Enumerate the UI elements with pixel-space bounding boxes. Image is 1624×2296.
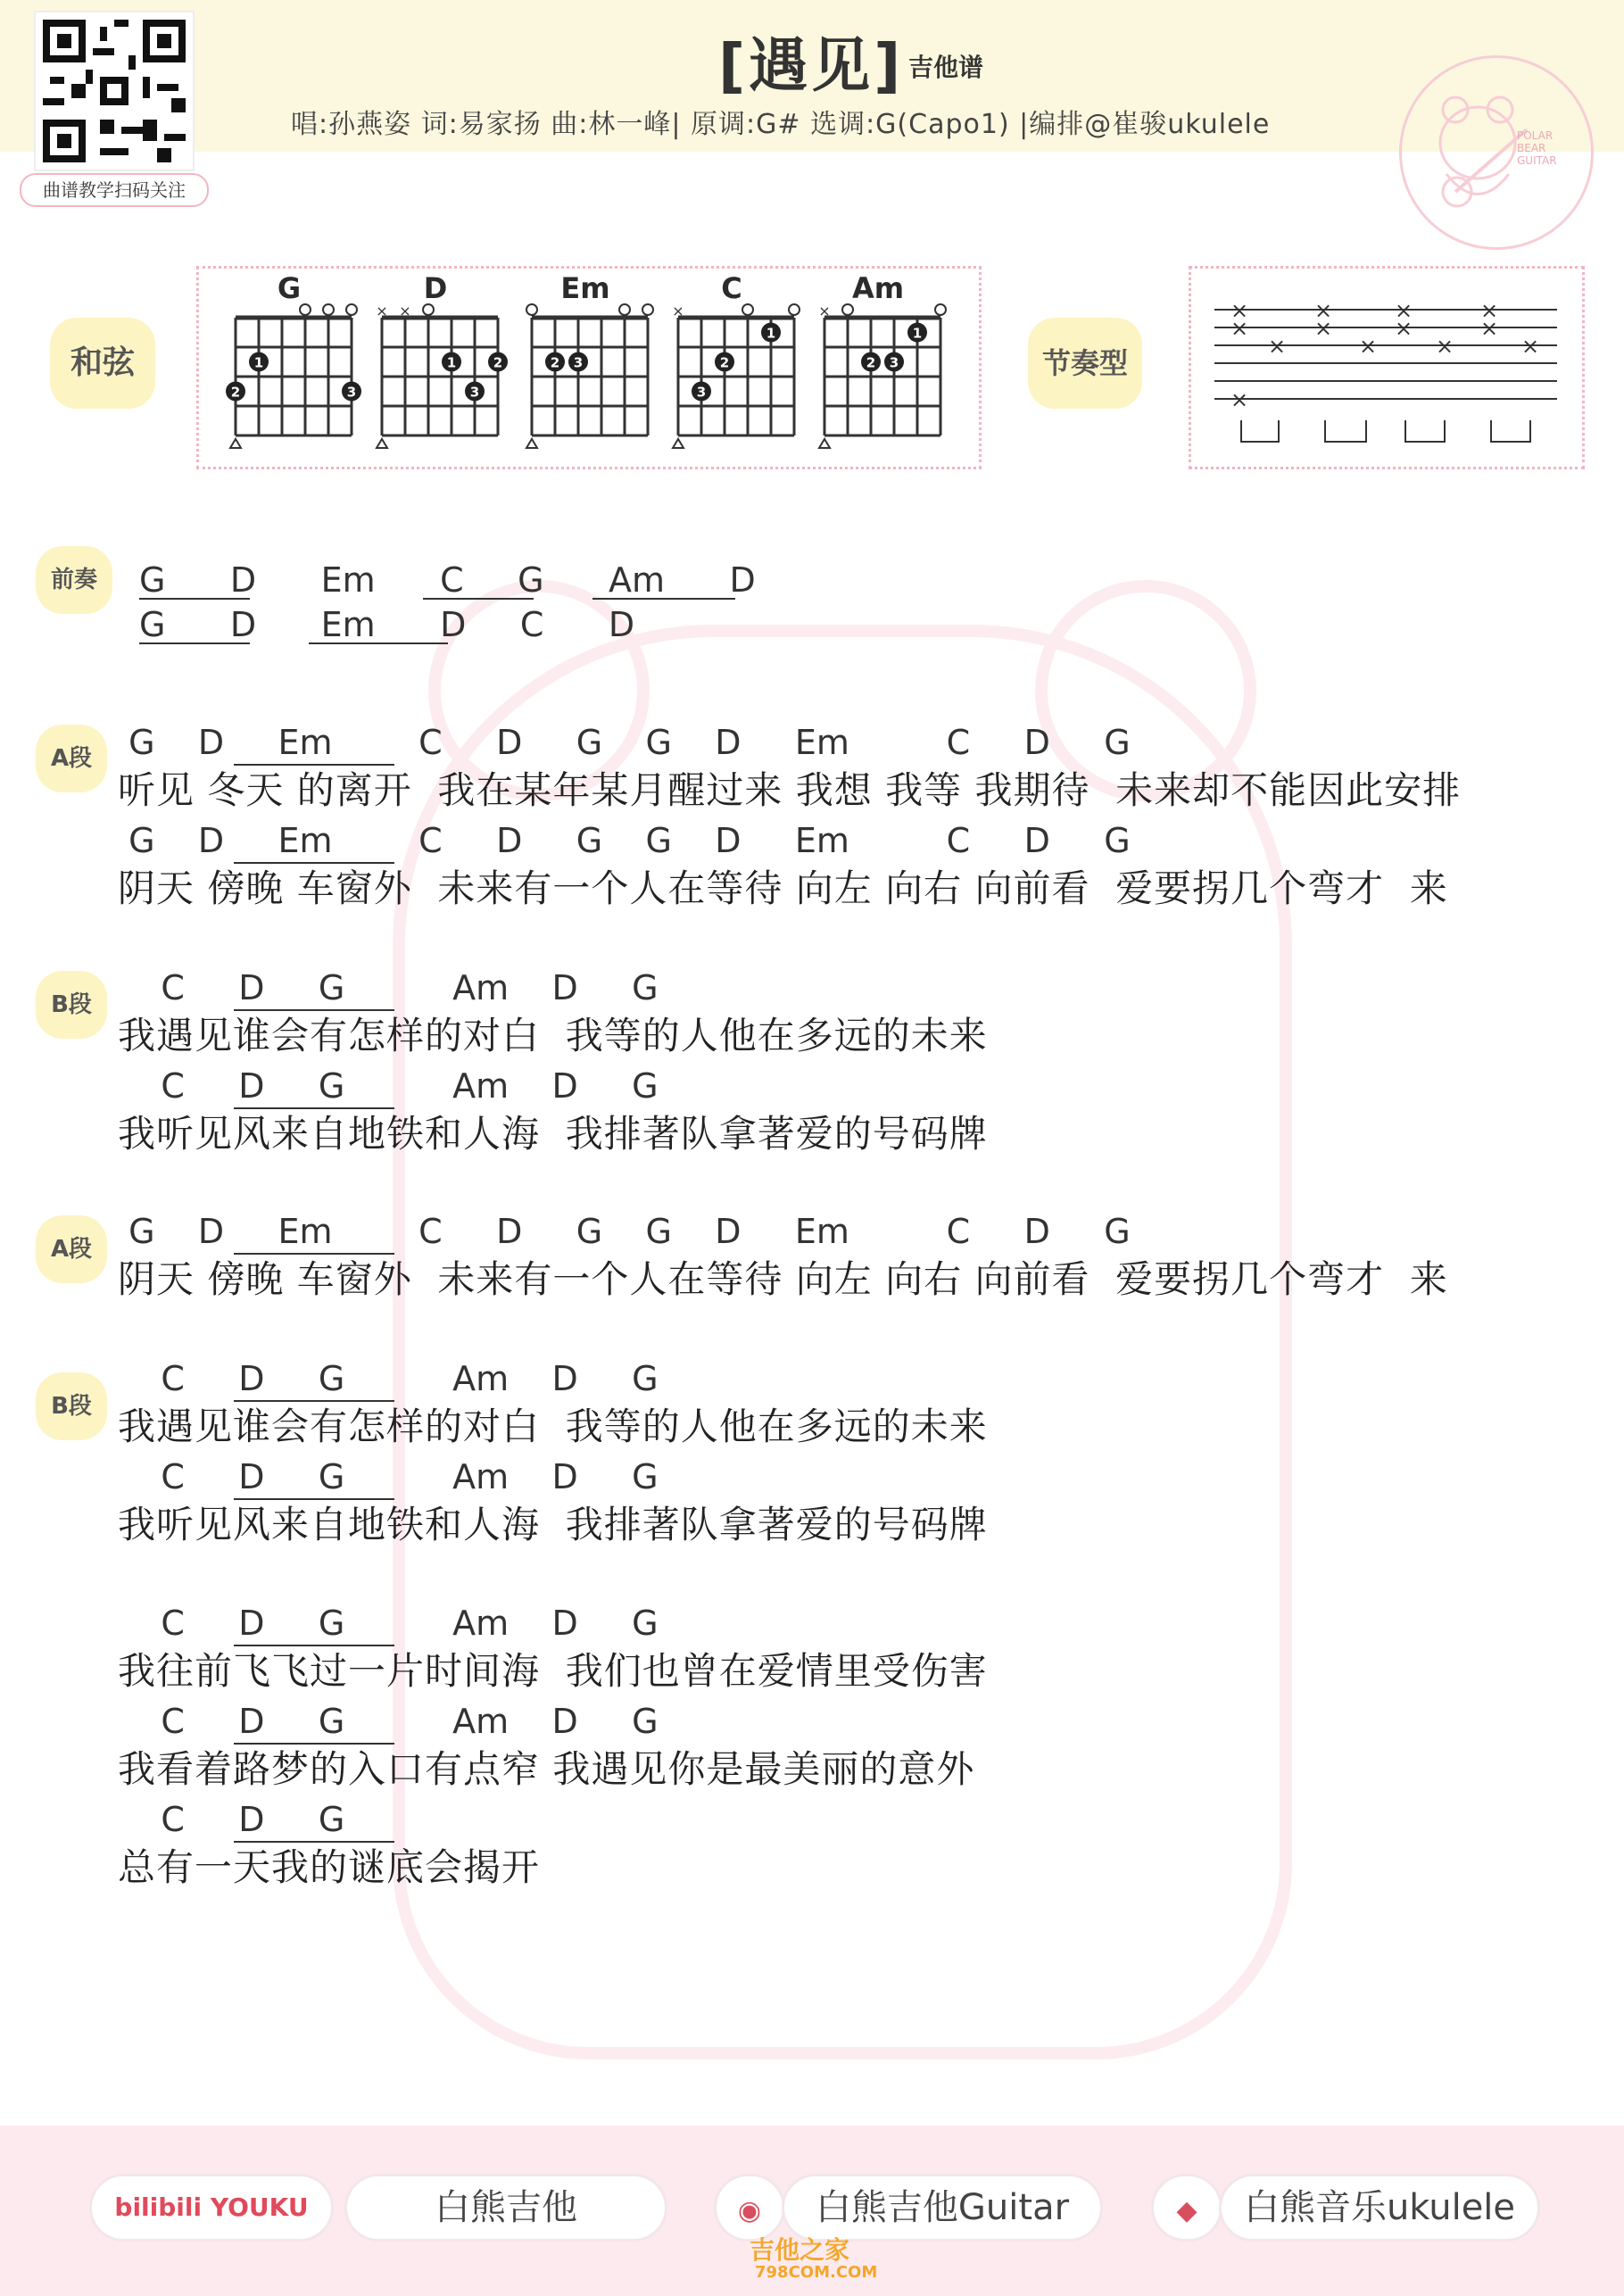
site-url: 798COM.COM: [755, 2263, 878, 2282]
intro-label: 前奏: [36, 546, 112, 614]
chord-line: C D G Am D G: [118, 1604, 659, 1643]
svg-text:×: ×: [1394, 316, 1413, 341]
svg-text:1: 1: [912, 325, 923, 342]
svg-text:×: ×: [672, 303, 684, 319]
lyric-line: 我听见风来自地铁和人海 我排著队拿著爱的号码牌: [118, 1112, 988, 1156]
chord-line: C D G Am D G: [118, 968, 659, 1007]
svg-text:×: ×: [1230, 316, 1249, 341]
channel-name-1: 白熊吉他: [344, 2174, 667, 2242]
chord-underline: [234, 1743, 394, 1745]
section-label: A段: [36, 725, 107, 792]
chord-name: D: [423, 271, 448, 305]
chord-name: Em: [560, 271, 610, 305]
chord-diagram-c: [672, 271, 798, 469]
intro-underline: [309, 642, 448, 644]
chord-underline: [234, 1253, 394, 1255]
lyric-line: 我遇见谁会有怎样的对白 我等的人他在多远的未来: [118, 1405, 988, 1448]
intro-underline: [592, 598, 735, 600]
chord-line: C D G: [118, 1800, 345, 1839]
lyric-line: 我看着路梦的入口有点窄 我遇见你是最美丽的意外: [118, 1747, 975, 1791]
svg-text:1: 1: [766, 325, 776, 342]
lyric-line: 阴天 傍晚 车窗外 未来有一个人在等待 向左 向右 向前看 爱要拐几个弯才 来: [118, 1257, 1448, 1301]
svg-text:×: ×: [1230, 298, 1249, 323]
chord-underline: [234, 764, 394, 766]
chord-line: G D Em C D G G D Em C D G: [118, 821, 1131, 860]
chord-line: C D G Am D G: [118, 1359, 659, 1398]
lyric-line: 我听见风来自地铁和人海 我排著队拿著爱的号码牌: [118, 1503, 988, 1546]
chord-name: C: [721, 271, 742, 305]
svg-text:×: ×: [1520, 334, 1540, 359]
lyric-line: 总有一天我的谜底会揭开: [118, 1845, 541, 1889]
section-label: B段: [36, 971, 107, 1039]
svg-text:2: 2: [550, 354, 560, 371]
chord-diagram-g: [230, 271, 357, 469]
svg-text:×: ×: [1479, 298, 1499, 323]
svg-text:×: ×: [1313, 298, 1333, 323]
chord-underline: [234, 1645, 394, 1646]
chord-name: G: [277, 271, 302, 305]
chord-line: C D G Am D G: [118, 1702, 659, 1741]
song-subtitle: 吉他谱: [908, 53, 984, 82]
svg-text:3: 3: [346, 384, 357, 401]
chord-diagram-am: [818, 271, 944, 469]
svg-text:×: ×: [1313, 316, 1333, 341]
svg-text:1: 1: [446, 354, 457, 371]
qr-caption: 曲谱教学扫码关注: [20, 173, 209, 207]
lyric-line: 我往前飞飞过一片时间海 我们也曾在爱情里受伤害: [118, 1649, 988, 1693]
svg-text:×: ×: [818, 303, 831, 319]
chord-underline: [234, 1498, 394, 1500]
svg-text:2: 2: [493, 354, 503, 371]
rhythm-label: 节奏型: [1028, 318, 1142, 409]
song-credits: 唱:孙燕姿 词:易家扬 曲:林一峰| 原调:G# 选调:G(Capo1) |编排@崔骏ukulele: [291, 109, 1271, 140]
chord-underline: [234, 862, 394, 864]
svg-text:×: ×: [1358, 334, 1378, 359]
chord-underline: [234, 1400, 394, 1402]
svg-text:×: ×: [399, 303, 411, 319]
chord-diagram-em: [526, 271, 651, 469]
svg-text:3: 3: [696, 384, 707, 401]
chord-line: G D Em C D G G D Em C D G: [118, 1212, 1131, 1251]
svg-text:×: ×: [1394, 298, 1413, 323]
weibo-icon: ◉: [714, 2174, 785, 2242]
lyric-line: 阴天 傍晚 车窗外 未来有一个人在等待 向左 向右 向前看 爱要拐几个弯才 来: [118, 866, 1448, 910]
svg-text:×: ×: [1479, 316, 1499, 341]
polar-bear-guitar-logo: [1399, 55, 1594, 250]
site-watermark: 吉他之家: [750, 2235, 850, 2265]
intro-underline: [139, 598, 250, 600]
chord-underline: [234, 1107, 394, 1109]
svg-text:1: 1: [253, 354, 264, 371]
intro-line-2: G D Em D C D: [139, 605, 635, 644]
svg-text:×: ×: [1230, 387, 1249, 412]
svg-text:3: 3: [469, 384, 480, 401]
section-label: A段: [36, 1215, 107, 1283]
chord-name: Am: [851, 271, 905, 305]
taobao-icon: ◆: [1151, 2174, 1222, 2242]
chords-label: 和弦: [50, 318, 155, 409]
channel-name-2: 白熊吉他Guitar: [782, 2174, 1103, 2242]
intro-line-1: G D Em C G Am D: [139, 560, 756, 600]
svg-text:×: ×: [376, 303, 388, 319]
chord-underline: [234, 1009, 394, 1011]
intro-underline: [423, 598, 534, 600]
svg-text:2: 2: [866, 354, 876, 371]
chord-underline: [234, 1841, 394, 1843]
chord-line: C D G Am D G: [118, 1066, 659, 1106]
chord-line: C D G Am D G: [118, 1457, 659, 1496]
svg-text:3: 3: [573, 354, 584, 371]
rhythm-pattern-box: [1189, 266, 1585, 469]
chord-line: G D Em C D G G D Em C D G: [118, 723, 1131, 762]
svg-text:2: 2: [719, 354, 730, 371]
svg-text:×: ×: [1267, 334, 1287, 359]
song-title: [遇见]: [718, 31, 905, 100]
logo-text: POLAR BEAR GUITAR: [1517, 129, 1557, 167]
intro-underline: [139, 642, 250, 644]
section-label: B段: [36, 1372, 107, 1440]
qr-code: [34, 11, 195, 171]
svg-text:3: 3: [889, 354, 899, 371]
lyric-line: 我遇见谁会有怎样的对白 我等的人他在多远的未来: [118, 1014, 988, 1057]
svg-text:2: 2: [230, 384, 241, 401]
chord-diagram-d: [376, 271, 503, 469]
platforms-badge: bilibili YOUKU: [89, 2174, 334, 2242]
svg-text:×: ×: [1435, 334, 1454, 359]
lyric-line: 听见 冬天 的离开 我在某年某月醒过来 我想 我等 我期待 未来却不能因此安排: [118, 768, 1462, 812]
channel-name-3: 白熊音乐ukulele: [1219, 2174, 1540, 2242]
